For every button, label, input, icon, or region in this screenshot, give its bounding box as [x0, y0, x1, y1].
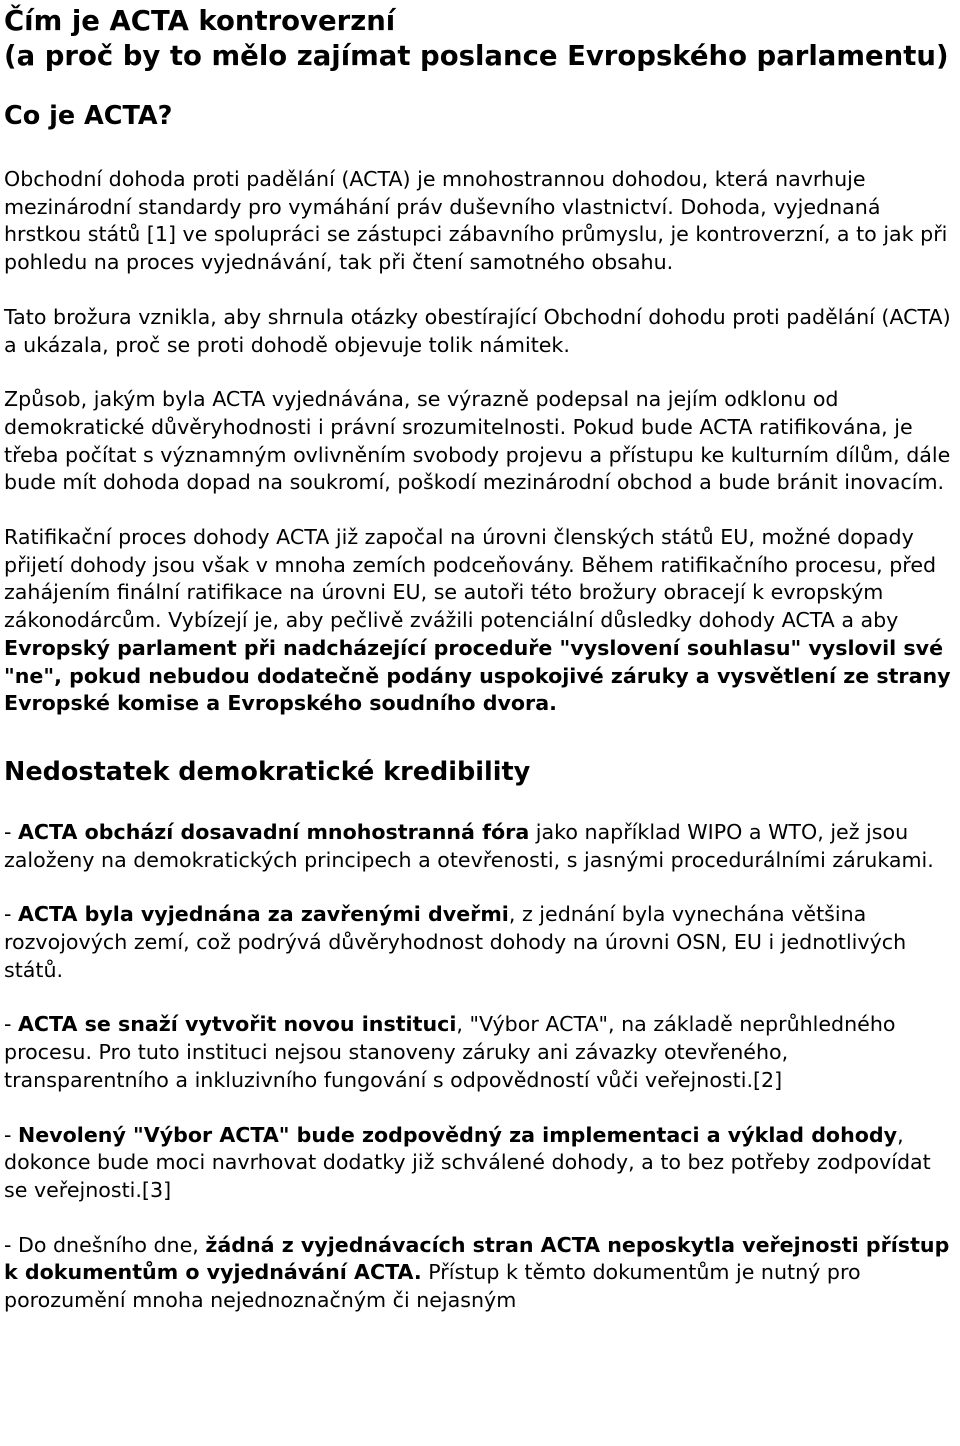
bullet-prefix: -	[4, 902, 18, 927]
bullet-bold-text: ACTA obchází dosavadní mnohostranná fóra	[17, 819, 530, 844]
paragraph-brochure-purpose: Tato brožura vznikla, aby shrnula otázky obestírající Obchodní dohodu proti padělání (ACTA) a ukázala, proč se proti dohodě objevuje tolik námitek.	[4, 304, 951, 357]
bullet-bold-text: žádná z vyjednávacích stran ACTA neposkytla veřejnosti přístup k dokumentům o vyjednávání ACTA.	[4, 1232, 950, 1285]
bullet-bold-text: Nevolený "Výbor ACTA" bude zodpovědný za implementaci a výklad dohody	[17, 1122, 898, 1147]
paragraph-ratification-appeal	[4, 524, 956, 718]
section-heading-what-is-acta: Co je ACTA?	[4, 101, 173, 131]
bullet-text: , dokonce bude moci navrhovat dodatky již schválené dohody, a to bez potřeby zodpovídat se veřejnosti.[3]	[4, 1122, 931, 1202]
paragraph-negotiation-impact: Způsob, jakým byla ACTA vyjednávána, se výrazně podepsal na jejím odklonu od demokratické důvěryhodnosti i právní srozumitelnosti. Pokud bude ACTA ratifikována, je třeba počítat s významným ovlivněním svobody projevu a přístupu ke kulturním dílům, dále bude mít dohoda dopad na soukromí, poškodí mezinárodní obchod a bude bránit inovacím.	[4, 387, 951, 495]
bullet-bold-text: ACTA se snaží vytvořit novou instituci	[17, 1012, 457, 1037]
bullet-text: jako například WIPO a WTO, jež jsou založeny na demokratických principech a otevřenosti, s jasnými procedurálními zárukami.	[4, 819, 934, 872]
bullet-text: , z jednání byla vynechána většina rozvojových zemí, což podrývá důvěryhodnost dohody na úrovni OSN, EU i jednotlivých států.	[4, 902, 907, 982]
title-line-1: Čím je ACTA kontroverzní	[4, 5, 396, 37]
bullet-prefix: -	[4, 1012, 18, 1037]
bullet-prefix: -	[4, 1122, 18, 1147]
bullet-item	[4, 901, 956, 984]
appeal-text: Ratifikační proces dohody ACTA již započal na úrovni členských států EU, možné dopady přijetí dohody jsou však v mnoha zemích podceňovány. Během ratifikačního procesu, před zahájením finální ratifikace na úrovni EU, se autoři této brožury obracejí k evropským zákonodárcům. Vybízejí je, aby pečlivě zvážili potenciální důsledky dohody ACTA a aby	[4, 525, 937, 633]
document-title	[4, 0, 956, 74]
bullet-item	[4, 1011, 956, 1094]
bullet-text: , "Výbor ACTA", na základě neprůhledného procesu. Pro tuto instituci nejsou stanoveny záruky ani závazky otevřeného, transparentního a inkluzivního fungování s odpovědností vůči veřejnosti.[2]	[4, 1012, 896, 1092]
bullet-prefix: - Do dnešního dne,	[4, 1232, 206, 1257]
bullet-item	[4, 1232, 956, 1315]
appeal-bold-text: Evropský parlament při nadcházející proceduře "vyslovení souhlasu" vyslovil své "ne", pokud nebudou dodatečně podány uspokojivé záruky a vysvětlení ze strany Evropské komise a Evropského soudního dvora.	[4, 635, 951, 716]
bullet-text: Přístup k těmto dokumentům je nutný pro porozumění mnoha nejednoznačným či nejasným	[4, 1260, 861, 1313]
bullet-bold-text: ACTA byla vyjednána za zavřenými dveřmi	[17, 902, 509, 927]
bullet-item	[4, 1122, 956, 1205]
bullet-prefix: -	[4, 819, 18, 844]
bullet-item	[4, 819, 956, 874]
title-line-2: (a proč by to mělo zajímat poslance Evropského parlamentu)	[4, 40, 949, 72]
document-page	[4, 0, 956, 1315]
paragraph-definition: Obchodní dohoda proti padělání (ACTA) je mnohostrannou dohodou, která navrhuje mezinárodní standardy pro vymáhání práv duševního vlastnictví. Dohoda, vyjednaná hrstkou států [1] ve spolupráci se zástupci zábavního průmyslu, je kontroverzní, a to jak při pohledu na proces vyjednávání, tak při čtení samotného obsahu.	[4, 167, 948, 275]
section-heading-democratic-credibility: Nedostatek demokratické kredibility	[4, 756, 531, 787]
